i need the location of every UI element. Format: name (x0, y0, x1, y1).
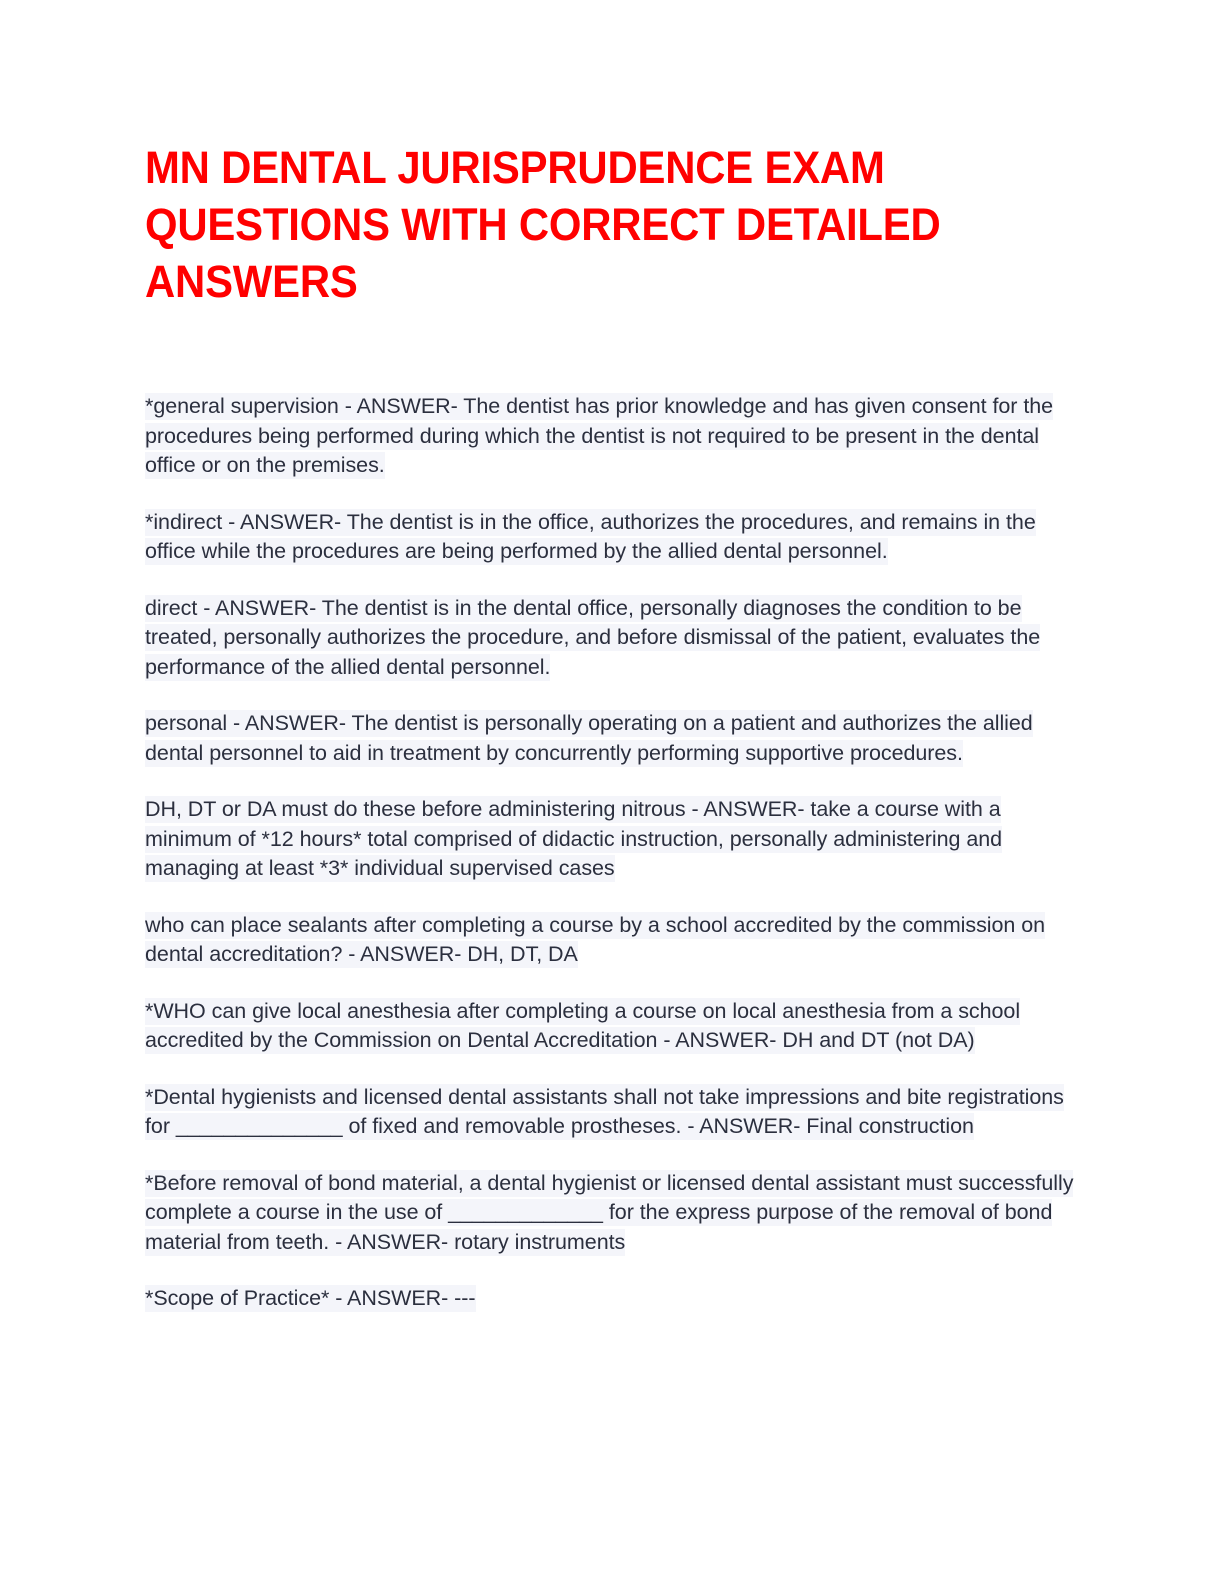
qa-paragraph-text: *WHO can give local anesthesia after completing a course on local anesthesia from a school accredited by the Commission on Dental Accreditation - ANSWER- DH and DT (not DA) (145, 998, 1021, 1052)
qa-paragraph-text: personal - ANSWER- The dentist is personally operating on a patient and authorizes the allied dental personnel to aid in treatment by concurrently performing supportive procedures. (145, 711, 1033, 765)
qa-paragraph-text: who can place sealants after completing a course by a school accredited by the commission on dental accreditation? - ANSWER- DH, DT, DA (145, 912, 1046, 966)
qa-paragraph-general-supervision (145, 392, 1080, 481)
document-body (145, 392, 1080, 1314)
qa-paragraph-text: *Before removal of bond material, a dental hygienist or licensed dental assistant must successfully complete a course in the use of _____________ for the express purpose of the removal of bond material from teeth. - ANSWER- rotary instruments (145, 1170, 1074, 1254)
qa-paragraph-text: direct - ANSWER- The dentist is in the dental office, personally diagnoses the condition to be treated, personally authorizes the procedure, and before dismissal of the patient, evaluates the performance of the allied dental personnel. (145, 595, 1041, 679)
qa-paragraph-direct-supervision (145, 594, 1080, 683)
qa-paragraph-text: *general supervision - ANSWER- The dentist has prior knowledge and has given consent for the procedures being performed during which the dentist is not required to be present in the dental office or on the premises. (145, 394, 1054, 477)
qa-paragraph-indirect-supervision (145, 508, 1080, 567)
document-content (145, 139, 1080, 1314)
qa-paragraph-text: *Scope of Practice* - ANSWER- --- (145, 1286, 476, 1310)
qa-paragraph-text: *Dental hygienists and licensed dental assistants shall not take impressions and bite registrations for ______________ of fixed and removable prostheses. - ANSWER- Final construction (145, 1084, 1064, 1138)
qa-paragraph-nitrous-requirements (145, 795, 1080, 884)
qa-paragraph-text: DH, DT or DA must do these before administering nitrous - ANSWER- take a course with a minimum of *12 hours* total comprised of didactic instruction, personally administering and managing at least *3* individual supervised cases (145, 797, 1003, 880)
qa-paragraph-scope-of-practice (145, 1284, 1080, 1314)
qa-paragraph-impressions-bite-registrations (145, 1083, 1080, 1142)
page-title: MN DENTAL JURISPRUDENCE EXAM QUESTIONS WITH CORRECT DETAILED ANSWERS (145, 142, 941, 307)
qa-paragraph-sealants-who (145, 911, 1080, 970)
qa-paragraph-local-anesthesia-who (145, 997, 1080, 1056)
qa-paragraph-bond-material-removal (145, 1169, 1080, 1258)
qa-paragraph-text: *indirect - ANSWER- The dentist is in the office, authorizes the procedures, and remains in the office while the procedures are being performed by the allied dental personnel. (145, 509, 1036, 563)
qa-paragraph-personal-supervision (145, 709, 1080, 768)
